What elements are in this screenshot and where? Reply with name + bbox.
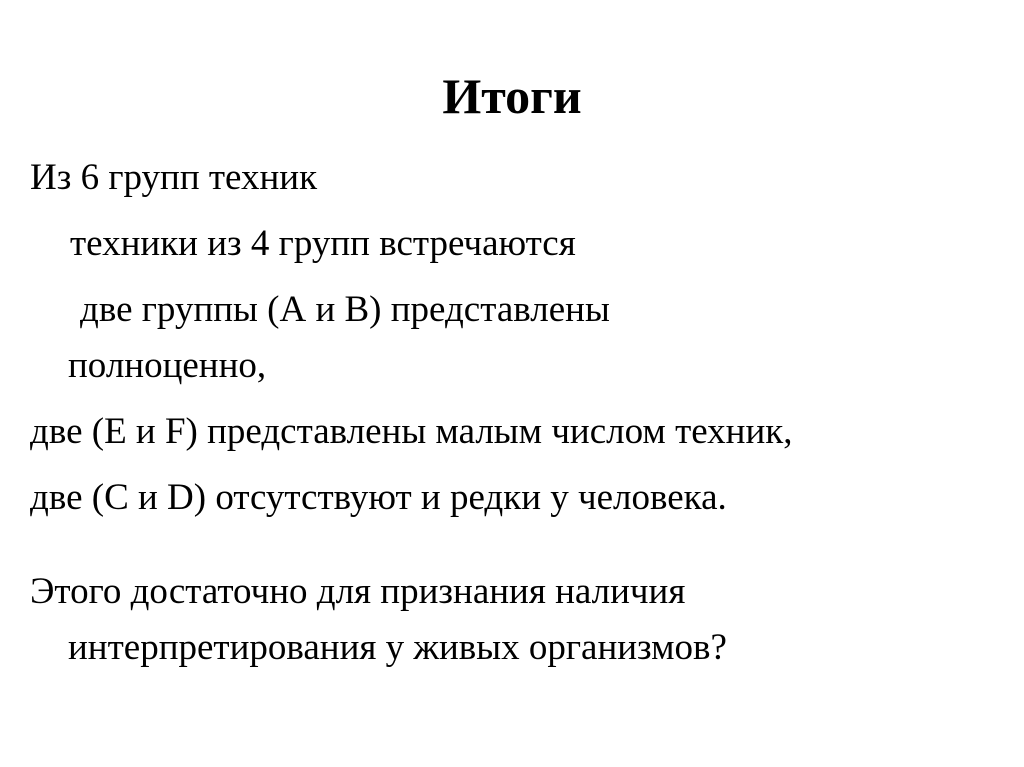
text-line-groups-a-b: две группы (А и В) представлены (80, 289, 610, 330)
text-line-groups-e-f: две (Е и F) представлены малым числом техник, (30, 411, 793, 452)
text-line-groups-total: Из 6 групп техник (30, 157, 318, 198)
text-line-question-cont: интерпретирования у живых организмов? (68, 627, 727, 668)
slide-title: Итоги (442, 68, 582, 124)
text-line-question: Этого достаточно для признания наличия (30, 571, 686, 612)
text-line-groups-a-b-cont: полноценно, (68, 345, 267, 386)
text-line-four-groups: техники из 4 групп встречаются (70, 223, 576, 264)
text-line-groups-c-d: две (С и D) отсутствуют и редки у человека. (30, 477, 727, 518)
